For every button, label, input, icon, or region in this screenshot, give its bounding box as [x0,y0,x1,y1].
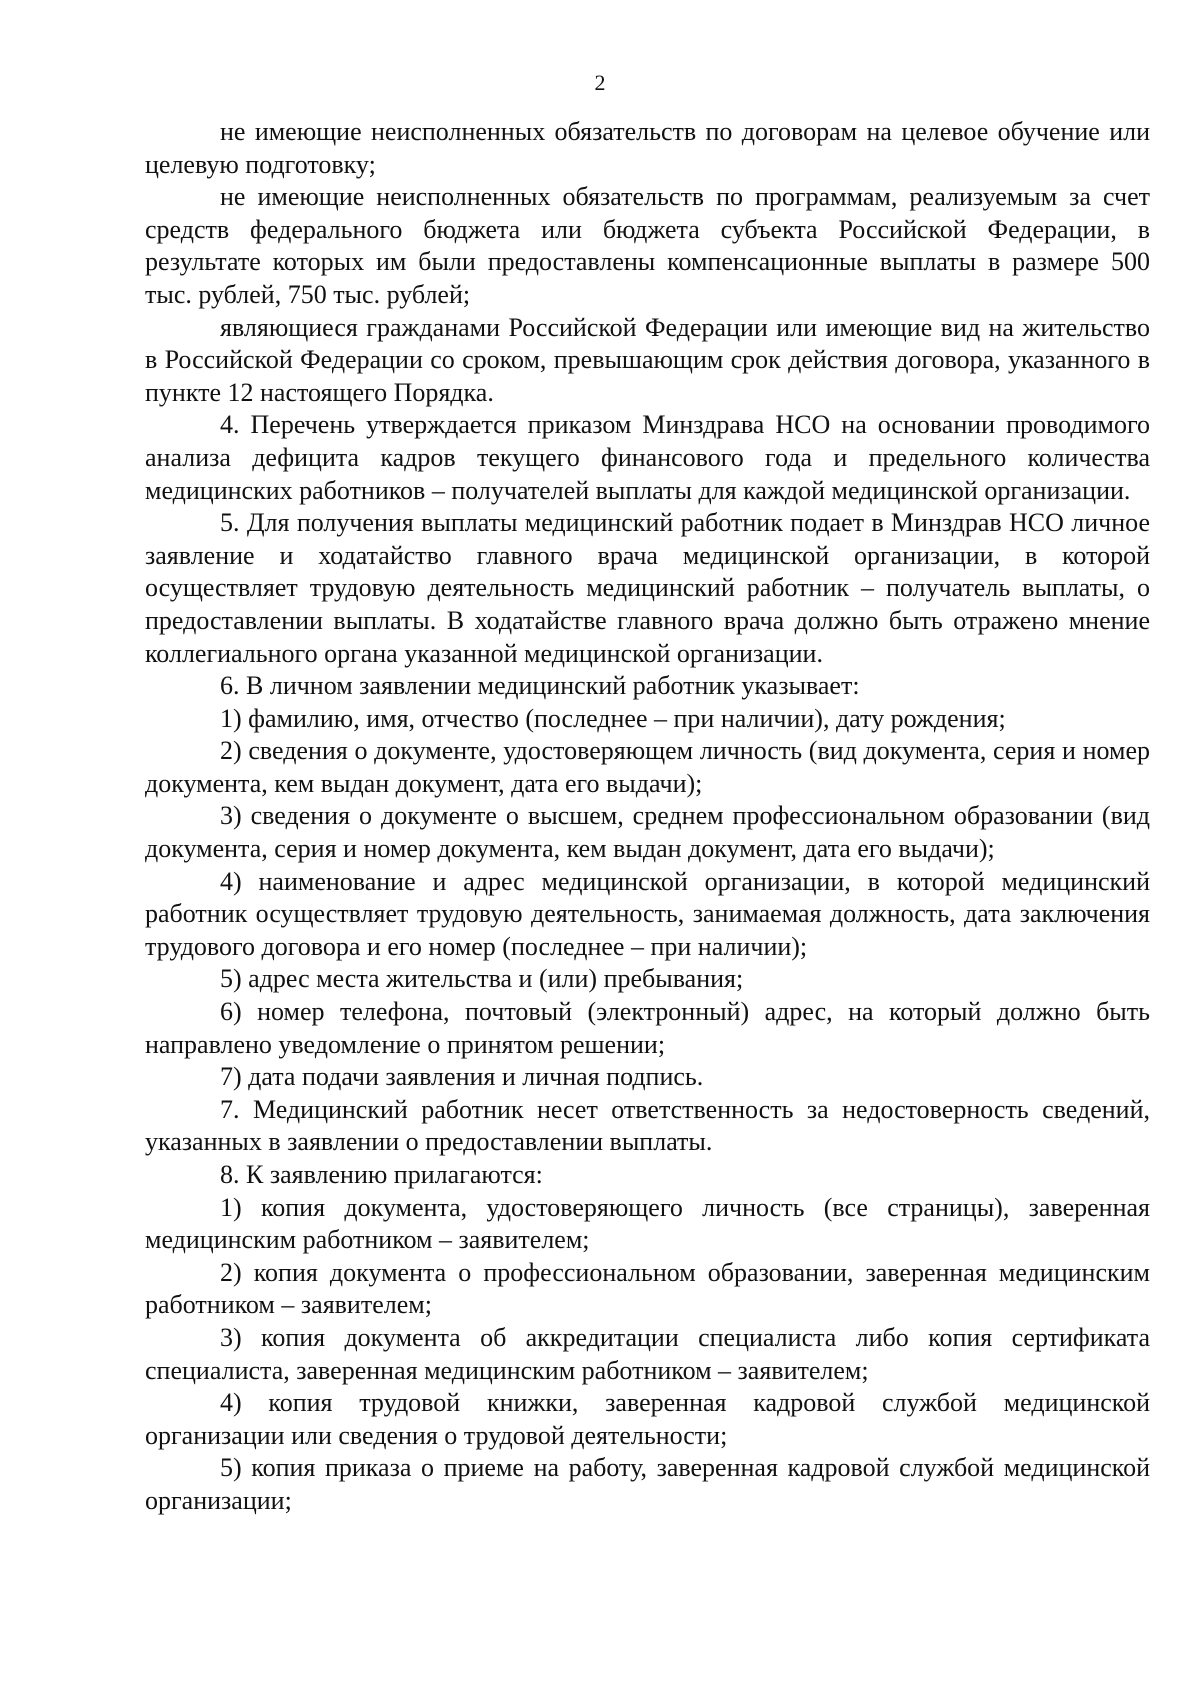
list-item: 4) копия трудовой книжки, заверенная кадровой службой медицинской организации или сведения о трудовой деятельности; [145,1388,1150,1450]
paragraph: 8. К заявлению прилагаются: [220,1160,543,1189]
paragraph: 5. Для получения выплаты медицинский работник подает в Минздрав НСО личное заявление и ходатайство главного врача медицинской организации, в которой осуществляет трудовую деятельность медицинский работник – получатель выплаты, о предоставлении выплаты. В ходатайстве главного врача должно быть отражено мнение коллегиального органа указанной медицинской организации. [145,508,1150,668]
list-item: 2) сведения о документе, удостоверяющем личность (вид документа, серия и номер документа, кем выдан документ, дата его выдачи); [145,736,1150,798]
list-item: 6) номер телефона, почтовый (электронный) адрес, на который должно быть направлено уведомление о принятом решении; [145,997,1150,1059]
list-item: 3) сведения о документе о высшем, среднем профессиональном образовании (вид документа, серия и номер документа, кем выдан документ, дата его выдачи); [145,801,1150,864]
document-body [145,116,1150,1518]
paragraph: 4. Перечень утверждается приказом Минздрава НСО на основании проводимого анализа дефицита кадров текущего финансового года и предельного количества медицинских работников – получателей выплаты для каждой медицинской организации. [145,410,1150,505]
page-number: 2 [594,70,606,95]
list-item: 1) копия документа, удостоверяющего личность (все страницы), заверенная медицинским работником – заявителем; [145,1192,1150,1255]
list-item: 3) копия документа об аккредитации специалиста либо копия сертификата специалиста, заверенная медицинским работником – заявителем; [145,1322,1150,1385]
list-item: 4) наименование и адрес медицинской организации, в которой медицинский работник осуществляет трудовую деятельность, занимаемая должность, дата заключения трудового договора и его номер (последнее – при наличии); [145,866,1150,961]
list-item: 7) дата подачи заявления и личная подпись. [220,1062,704,1092]
paragraph: не имеющие неисполненных обязательств по программам, реализуемым за счет средств федерального бюджета или бюджета субъекта Российской Федерации, в результате которых им были предоставлены компенсационные выплаты в размере 500 тыс. рублей, 750 тыс. рублей; [145,182,1150,309]
list-item: 2) копия документа о профессиональном образовании, заверенная медицинским работником – заявителем; [145,1257,1150,1320]
paragraph: не имеющие неисполненных обязательств по договорам на целевое обучение или целевую подготовку; [145,117,1150,179]
list-item: 5) адрес места жительства и (или) пребывания; [220,964,744,994]
paragraph: 7. Медицинский работник несет ответственность за недостоверность сведений, указанных в заявлении о предоставлении выплаты. [145,1094,1150,1157]
list-item: 5) копия приказа о приеме на работу, заверенная кадровой службой медицинской организации; [145,1453,1150,1515]
paragraph: 6. В личном заявлении медицинский работник указывает: [220,671,860,701]
paragraph: являющиеся гражданами Российской Федерации или имеющие вид на жительство в Российской Федерации со сроком, превышающим срок действия договора, указанного в пункте 12 настоящего Порядка. [145,312,1150,407]
list-item: 1) фамилию, имя, отчество (последнее – при наличии), дату рождения; [220,703,1006,733]
